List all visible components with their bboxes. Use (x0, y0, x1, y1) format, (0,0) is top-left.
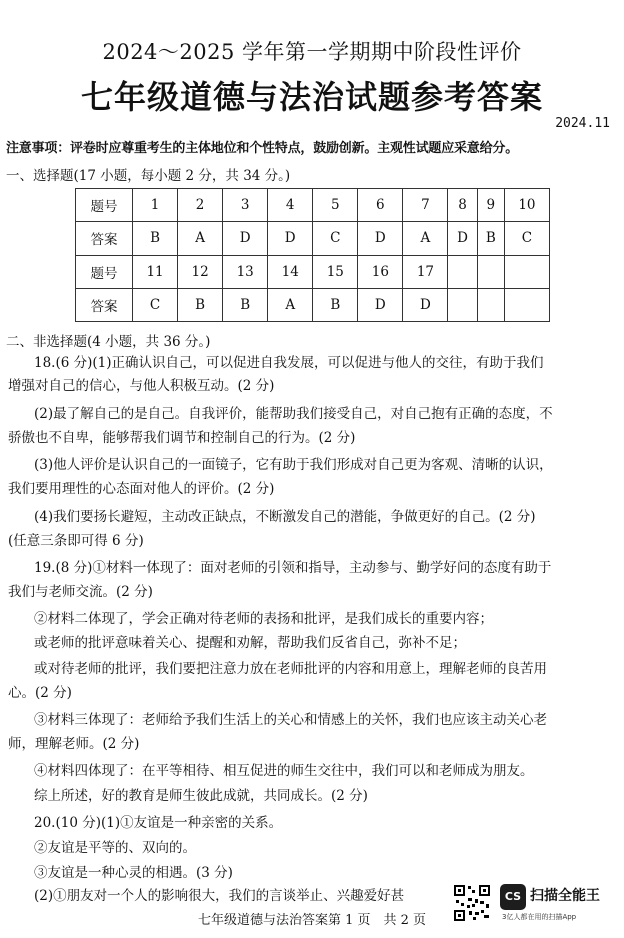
answer-cell: 13 (223, 255, 268, 288)
answer-text-line: ②友谊是平等的、双向的。 (34, 840, 196, 856)
answer-cell: 12 (178, 255, 223, 288)
answer-text-line: (2)最了解自己的是自己。自我评价，能帮助我们接受自己，对自己抱有正确的态度，不 (34, 406, 553, 422)
answer-cell: 9 (477, 189, 504, 222)
answer-text-line: (4)我们要扬长避短，主动改正缺点，不断激发自己的潜能，争做更好的自己。(2 分) (34, 509, 536, 525)
answer-text-line: 师，理解老师。(2 分) (8, 736, 140, 752)
answer-cell (477, 288, 504, 321)
answer-text-line: 20.(10 分)(1)①友谊是一种亲密的关系。 (34, 815, 283, 831)
answer-text-line: ③材料三体现了：老师给予我们生活上的关心和情感上的关怀，我们也应该主动关心老 (34, 712, 547, 728)
answer-text-line: 我们要用理性的心态面对他人的评价。(2 分) (8, 481, 275, 497)
answer-table-row (76, 288, 550, 321)
answer-text-line: 增强对自己的信心，与他人积极互动。(2 分) (8, 378, 275, 394)
answer-cell: 3 (223, 189, 268, 222)
answer-text-line: ②材料二体现了，学会正确对待老师的表扬和批评，是我们成长的重要内容； (34, 611, 493, 627)
answer-cell: 6 (358, 189, 403, 222)
row-header-cell: 题号 (76, 189, 133, 222)
answer-cell: 1 (133, 189, 178, 222)
choice-answer-table (75, 188, 550, 322)
answer-table-row (76, 189, 550, 222)
answer-text-line: 18.(6 分)(1)正确认识自己，可以促进自我发展，可以促进与他人的交往，有助于我们 (34, 355, 544, 371)
answer-text-line: 综上所述，好的教育是师生彼此成就，共同成长。(2 分) (34, 788, 368, 804)
answer-cell: D (358, 288, 403, 321)
answer-table-row (76, 222, 550, 255)
camscanner-tagline: 3亿人都在用的扫描App (502, 913, 577, 921)
answer-text-line: 或对待老师的批评，我们要把注意力放在老师批评的内容和用意上，理解老师的良苦用 (34, 661, 547, 677)
answer-cell: B (223, 288, 268, 321)
answer-cell (448, 288, 477, 321)
answer-cell: 11 (133, 255, 178, 288)
section-1-heading: 一、选择题(17 小题，每小题 2 分，共 34 分。) (6, 168, 291, 184)
answer-cell: D (403, 288, 448, 321)
row-header-cell: 答案 (76, 288, 133, 321)
answer-cell: C (133, 288, 178, 321)
answer-cell: D (358, 222, 403, 255)
answer-cell: C (313, 222, 358, 255)
answer-cell (504, 288, 549, 321)
answer-text-line: (2)①朋友对一个人的影响很大，我们的言谈举止、兴趣爱好甚 (34, 888, 405, 904)
answer-cell: B (477, 222, 504, 255)
answer-cell: D (268, 222, 313, 255)
section-2-heading: 二、非选择题(4 小题，共 36 分。) (6, 334, 211, 350)
answer-text-line: (任意三条即可得 6 分) (8, 533, 144, 549)
answer-text-line: 心。(2 分) (8, 685, 72, 701)
page-footer: 七年级道德与法治答案第 1 页 共 2 页 (197, 913, 427, 928)
answer-table-row (76, 255, 550, 288)
camscanner-brand: 扫描全能王 (530, 888, 600, 904)
answer-cell: 7 (403, 189, 448, 222)
answer-text-line: ③友谊是一种心灵的相遇。(3 分) (34, 865, 233, 881)
exam-date: 2024.11 (555, 116, 610, 131)
answer-cell: B (313, 288, 358, 321)
answer-cell: 14 (268, 255, 313, 288)
answer-cell: A (403, 222, 448, 255)
row-header-cell: 答案 (76, 222, 133, 255)
answer-cell: B (133, 222, 178, 255)
answer-cell: 5 (313, 189, 358, 222)
answer-key-title: 七年级道德与法治试题参考答案 (80, 78, 543, 116)
answer-cell: B (178, 288, 223, 321)
answer-text-line: 我们与老师交流。(2 分) (8, 584, 153, 600)
answer-cell: A (268, 288, 313, 321)
answer-cell: 2 (178, 189, 223, 222)
camscanner-logo-icon: CS (500, 884, 526, 910)
answer-text-line: 19.(8 分)①材料一体现了：面对老师的引领和指导，主动参与、勤学好问的态度有助于 (34, 560, 552, 576)
answer-cell: A (178, 222, 223, 255)
answer-cell: 4 (268, 189, 313, 222)
grading-notice: 注意事项：评卷时应尊重考生的主体地位和个性特点，鼓励创新。主观性试题应采意给分。 (6, 141, 519, 156)
answer-cell: 8 (448, 189, 477, 222)
answer-cell (448, 255, 477, 288)
answer-text-line: (3)他人评价是认识自己的一面镜子，它有助于我们形成对自己更为客观、清晰的认识， (34, 457, 553, 473)
answer-text-line: 骄傲也不自卑，能够帮我们调节和控制自己的行为。(2 分) (8, 430, 356, 446)
answer-cell: D (448, 222, 477, 255)
answer-text-line: 或老师的批评意味着关心、提醒和劝解，帮助我们反省自己，弥补不足； (34, 635, 466, 651)
answer-cell: 17 (403, 255, 448, 288)
row-header-cell: 题号 (76, 255, 133, 288)
answer-cell: D (223, 222, 268, 255)
answer-text-line: ④材料四体现了：在平等相待、相互促进的师生交往中，我们可以和老师成为朋友。 (34, 763, 534, 779)
answer-cell: 16 (358, 255, 403, 288)
answer-cell (477, 255, 504, 288)
answer-cell: C (504, 222, 549, 255)
answer-cell (504, 255, 549, 288)
exam-period-title: 2024～2025 学年第一学期期中阶段性评价 (102, 40, 522, 64)
answer-cell: 10 (504, 189, 549, 222)
answer-cell: 15 (313, 255, 358, 288)
